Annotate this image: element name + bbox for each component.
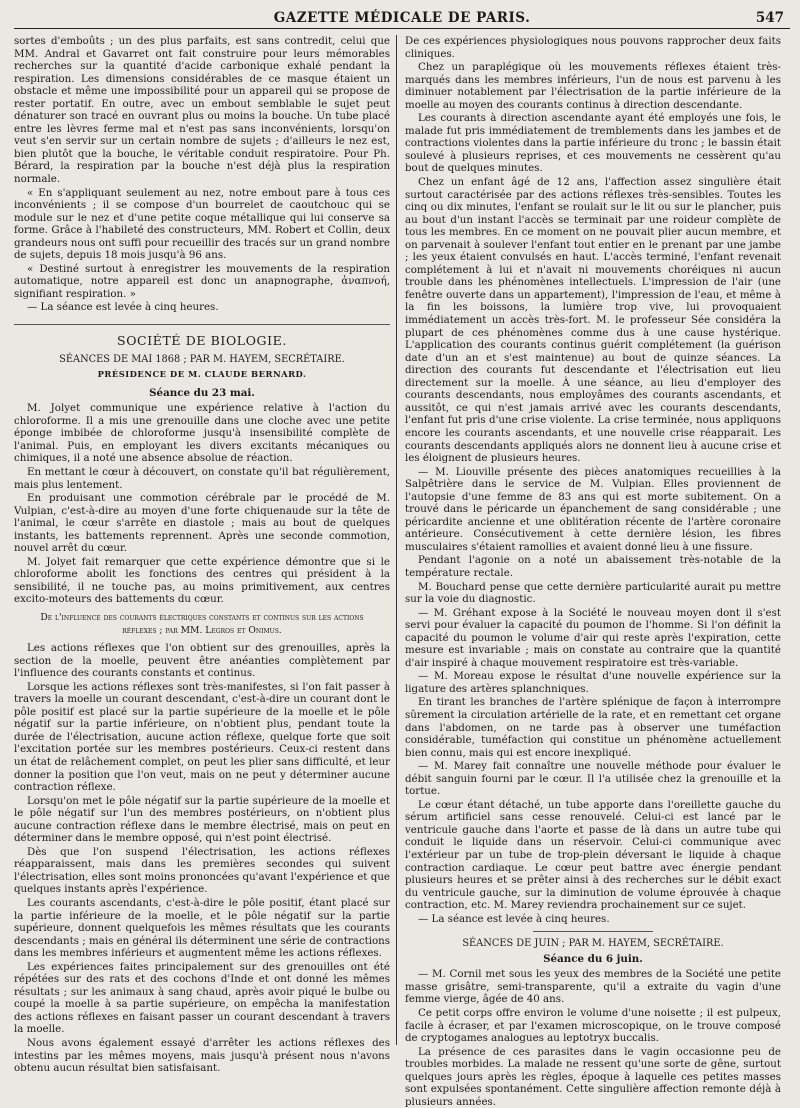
paragraph: En produisant une commotion cérébrale par le procédé de M. Vulpian, c'est-à-dire au moyen d'une forte chiquenaude sur la tête de l'animal, le cœur s'arrête en diastole ; mais au bout de quelques instants, les battements reprennent. Après une seconde commotion, nouvel arrêt du cœur. bbox=[14, 492, 390, 555]
right-bottom-text bbox=[405, 968, 781, 1108]
paragraph: En tirant les branches de l'artère splénique de façon à interrompre sûrement la circulation artérielle de la rate, et en remettant cet organe dans l'abdomen, on ne tarde pas à observer une tuméfaction considérable, tuméfaction qui constitue un phénomène actuellement bien connu, mais qui est encore inexpliqué. bbox=[405, 696, 781, 759]
left-bottom-text bbox=[14, 642, 390, 1075]
paragraph: Chez un paraplégique où les mouvements réflexes étaient très-marqués dans les membres inférieurs, l'un de nous est parvenu à les diminuer notablement par l'électrisation de la partie inférieure de la moelle au moyen des courants continus à direction descendante. bbox=[405, 61, 781, 111]
paragraph: — M. Marey fait connaître une nouvelle méthode pour évaluer le débit sanguin fourni par le cœur. Il l'a utilisée chez la grenouille et la tortue. bbox=[405, 760, 781, 798]
page-number: 547 bbox=[755, 10, 784, 26]
left-top-text bbox=[14, 35, 390, 314]
paragraph: M. Jolyet communique une expérience relative à l'action du chloroforme. Il a mis une grenouille dans une cloche avec une petite éponge imbibée de chloroforme jusqu'à insensibilité complète de l'animal. Puis, en employant les divers excitants mécaniques ou chimiques, il a noté une absence absolue de réaction. bbox=[14, 402, 390, 465]
seances-heading: SÉANCES DE MAI 1868 ; PAR M. HAYEM, SECRÉTAIRE. bbox=[59, 353, 345, 365]
paragraph: Lorsque les actions réflexes sont très-manifestes, si l'on fait passer à travers la moelle un courant descendant, c'est-à-dire un courant dont le pôle positif est placé sur la partie supérieure de la moelle et le pôle négatif sur la partie inférieure, on n'obtient plus, pendant toute la durée de l'électrisation, aucune action réflexe, quelque forte que soit l'excitation portée sur les membres postérieurs. Ceux-ci restent dans un état de relâchement complet, on peut les plier sans difficulté, et leur donner la position que l'on veut, mais on ne peut y déterminer aucune contraction réflexe. bbox=[14, 680, 390, 794]
right-top-text bbox=[405, 35, 781, 925]
paragraph: — M. Moreau expose le résultat d'une nouvelle expérience sur la ligature des artères splanchniques. bbox=[405, 670, 781, 695]
paragraph: M. Bouchard pense que cette dernière particularité aurait pu mettre sur la voie du diagnostic. bbox=[405, 580, 781, 606]
paragraph: Les actions réflexes que l'on obtient sur des grenouilles, après la section de la moelle, peuvent être anéanties complètement par l'influence des courants constants et continus. bbox=[14, 642, 390, 680]
running-title: GAZETTE MÉDICALE DE PARIS. bbox=[273, 10, 531, 26]
paragraph: « En s'appliquant seulement au nez, notre embout pare à tous ces inconvénients ; il se compose d'un bourrelet de caoutchouc qui se module sur le nez et d'une petite coque métallique qui lui conserve sa forme. Grâce à l'habileté des constructeurs, MM. Robert et Collin, deux grandeurs nous ont suffi pour recueillir des tracés sur un grand nombre de sujets, depuis 18 mois jusqu'à 96 ans. bbox=[14, 186, 390, 262]
paragraph: M. Jolyet fait remarquer que cette expérience démontre que si le chloroforme abolit les fonctions des centres qui président à la sensibilité, il ne touche pas, au moins primitivement, aux centres excito-moteurs des battements du cœur. bbox=[14, 555, 390, 606]
presidence-heading: PRÉSIDENCE DE M. CLAUDE BERNARD. bbox=[97, 369, 307, 380]
paragraph: sortes d'emboûts ; un des plus parfaits, est sans contredit, celui que MM. Andral et Gavarret ont fait construire pour leurs mémorables recherches sur la quantité d'acide carbonique exhalé pendant la respiration. Les dimensions considérables de ce masque étaient un obstacle et même une impossibilité pour un appareil qui se propose de rester portatif. En outre, avec un embout semblable le sujet peut dénaturer son tracé en ouvrant plus ou moins la bouche. Un tube placé entre les lèvres ferme mal et n'est pas sans inconvénients, lorsqu'on veut s'en servir sur un certain nombre de sujets ; d'ailleurs le nez est, bien plutôt que la bouche, le véritable conduit respiratoire. Pour Ph. Bérard, la respiration par la bouche n'est déjà plus la respiration normale. bbox=[14, 35, 390, 186]
paragraph: — M. Liouville présente des pièces anatomiques recueillies à la Salpêtrière dans le service de M. Vulpian. Elles proviennent de l'autopsie d'une femme de 83 ans qui est morte subitement. On a trouvé dans le péricarde un épanchement de sang considérable ; une péricardite ancienne et une oblitération récente de l'artère coronaire antérieure. Consécutivement à cette dernière lésion, les fibres musculaires s'étaient ramollies et avaient donné lieu à une fissure. bbox=[405, 465, 781, 553]
left-mid-text bbox=[14, 402, 390, 606]
seances-heading: SÉANCES DE JUIN ; PAR M. HAYEM, SECRÉTAIRE. bbox=[462, 938, 724, 950]
page-header bbox=[14, 6, 790, 29]
paragraph: — M. Cornil met sous les yeux des membres de la Société une petite masse grisâtre, semi-transparente, qu'il a extraite du vagin d'une femme vierge, âgée de 40 ans. bbox=[405, 968, 781, 1006]
paragraph: — La séance est levée à cinq heures. bbox=[27, 301, 219, 314]
left-column bbox=[14, 35, 396, 1075]
paragraph: Le cœur étant détaché, un tube apporte dans l'oreillette gauche du sérum artificiel sans cesse renouvelé. Celui-ci est lancé par le ventricule gauche dans l'aorte et passe de là dans un autre tube qui conduit le liquide dans un réservoir. Celui-ci communique avec l'extérieur par un tube de trop-plein déversant le liquide à chaque contraction cardiaque. Le cœur peut battre avec énergie pendant plusieurs heures et se prêter ainsi à des recherches sur le débit exact du ventricule gauche, sur la diminution de volume éprouvée à chaque contraction, etc. M. Marey reviendra prochainement sur ce sujet. bbox=[405, 798, 781, 912]
right-column bbox=[397, 35, 781, 1108]
paragraph: — La séance est levée à cinq heures. bbox=[418, 912, 610, 925]
paragraph: La présence de ces parasites dans le vagin occasionne peu de troubles morbides. La malade ne ressent qu'une sorte de gêne, surtout quelques jours après les règles, époque à laquelle ces petites masses sont expulsées spontanément. Cette singulière affection remonte déjà à plusieurs années. bbox=[405, 1045, 781, 1108]
paragraph: Lorsqu'on met le pôle négatif sur la partie supérieure de la moelle et le pôle négatif sur l'un des membres postérieurs, on n'obtient plus aucune contraction réflexe dans le membre électrisé, mais on peut en déterminer dans le membre opposé, qui n'est point électrisé. bbox=[14, 794, 390, 845]
paragraph: Les courants ascendants, c'est-à-dire le pôle positif, étant placé sur la partie inférieure de la moelle, et le pôle négatif sur la partie supérieure, donnent quelquefois les mêmes résultats que les courants descendants ; mais en général ils déterminent une série de contractions dans les membres inférieurs et augmentent même les actions réflexes. bbox=[14, 897, 390, 960]
paragraph: Chez un enfant âgé de 12 ans, l'affection assez singulière était surtout caractérisée par des actions réflexes très-sensibles. Toutes les cinq ou dix minutes, l'enfant se roulait sur le lit ou sur le plancher, puis au bout d'un instant l'accès se terminait par une roideur complète de tous les membres. En ce moment on ne pouvait plier aucun membre, et on parvenait à soulever l'enfant tout entier en le prenant par une jambe ; les yeux étaient convulsés en haut. L'accès terminé, l'enfant revenait complétement à lui et n'avait ni mouvements choréiques ni aucun trouble dans les phénomènes intellectuels. L'impression de l'air (une fenêtre ouverte dans un appartement), l'impression de l'eau, et même à la fin les boissons, la lumière trop vive, lui provoquaient immédiatement un accès très-fort. M. le professeur Sée considéra la plupart de ces phénomènes comme dus à une cause hystérique. L'application des courants continus guérit complétement (la guérison date d'un an et s'est maintenue) au bout de quinze séances. La direction des courants fut descendante et l'électrisation eut lieu directement sur la moelle. À une séance, au lieu d'employer des courants descendants, nous employâmes des courants ascendants, et aussitôt, ce qui n'est jamais arrivé avec les courants descendants, l'enfant fut pris d'une crise violente. La crise terminée, nous appliquons encore les courants ascendants, et une nouvelle crise réapparait. Les courants descendants appliqués alors ne donnent lieu à aucune crise et les éloignent de plusieurs heures. bbox=[405, 176, 781, 465]
paragraph: Les courants à direction ascendante ayant été employés une fois, le malade fut pris immédiatement de tremblements dans les jambes et de contractions violentes dans la partie inférieure du tronc ; le bassin était soulevé à plusieurs reprises, et ces mouvements ne cessèrent qu'au bout de quelques minutes. bbox=[405, 112, 781, 175]
paragraph: En mettant le cœur à découvert, on constate qu'il bat régulièrement, mais plus lentement. bbox=[14, 465, 390, 491]
paragraph: Ce petit corps offre environ le volume d'une noisette ; il est pulpeux, facile à écraser, et par l'examen microscopique, on le trouve composé de cryptogames analogues au leptotryx buccalis. bbox=[405, 1007, 781, 1045]
paragraph: Les expériences faites principalement sur des grenouilles ont été répétées sur des rats et des cochons d'Inde et ont donné les mêmes résultats ; sur les animaux à sang chaud, après avoir piqué le bulbe ou coupé la moelle à sa partie supérieure, on empêcha la manifestation des actions réflexes en faisant passer un courant descendant à travers la moelle. bbox=[14, 960, 390, 1036]
article-title: De l'influence des courants électriques constants et continus sur les actions réflexes ; par MM. Legros et Onimus. bbox=[40, 611, 364, 636]
paragraph: De ces expériences physiologiques nous pouvons rapprocher deux faits cliniques. bbox=[405, 35, 781, 60]
seance-date: Séance du 6 juin. bbox=[543, 952, 643, 965]
paragraph: — M. Gréhant expose à la Société le nouveau moyen dont il s'est servi pour évaluer la capacité du poumon de l'homme. Si l'on définit la capacité du poumon le volume d'air qui reste après l'expiration, cette mesure est invariable ; mais on constate au contraire que la quantité d'air inspiré à chaque mouvement respiratoire est très-variable. bbox=[405, 606, 781, 669]
two-column-body bbox=[14, 35, 790, 1108]
section-separator bbox=[533, 931, 653, 932]
paragraph: Dès que l'on suspend l'électrisation, les actions réflexes réapparaissent, mais dans les premières secondes qui suivent l'électrisation, elles sont moins prononcées qu'avant l'expérience et que quelques instants après l'expérience. bbox=[14, 845, 390, 896]
paragraph: « Destiné surtout à enregistrer les mouvements de la respiration automatique, notre appareil est donc un anapnographe, ἀναπνοή, signifiant respiration. » bbox=[14, 262, 390, 300]
seance-date: Séance du 23 mai. bbox=[149, 386, 255, 399]
society-title: SOCIÉTÉ DE BIOLOGIE. bbox=[14, 324, 390, 348]
paragraph: Pendant l'agonie on a noté un abaissement très-notable de la température rectale. bbox=[405, 554, 781, 579]
paragraph: Nous avons également essayé d'arrêter les actions réflexes des intestins par les mêmes moyens, mais jusqu'à présent nous n'avons obtenu aucun résultat bien satisfaisant. bbox=[14, 1037, 390, 1075]
